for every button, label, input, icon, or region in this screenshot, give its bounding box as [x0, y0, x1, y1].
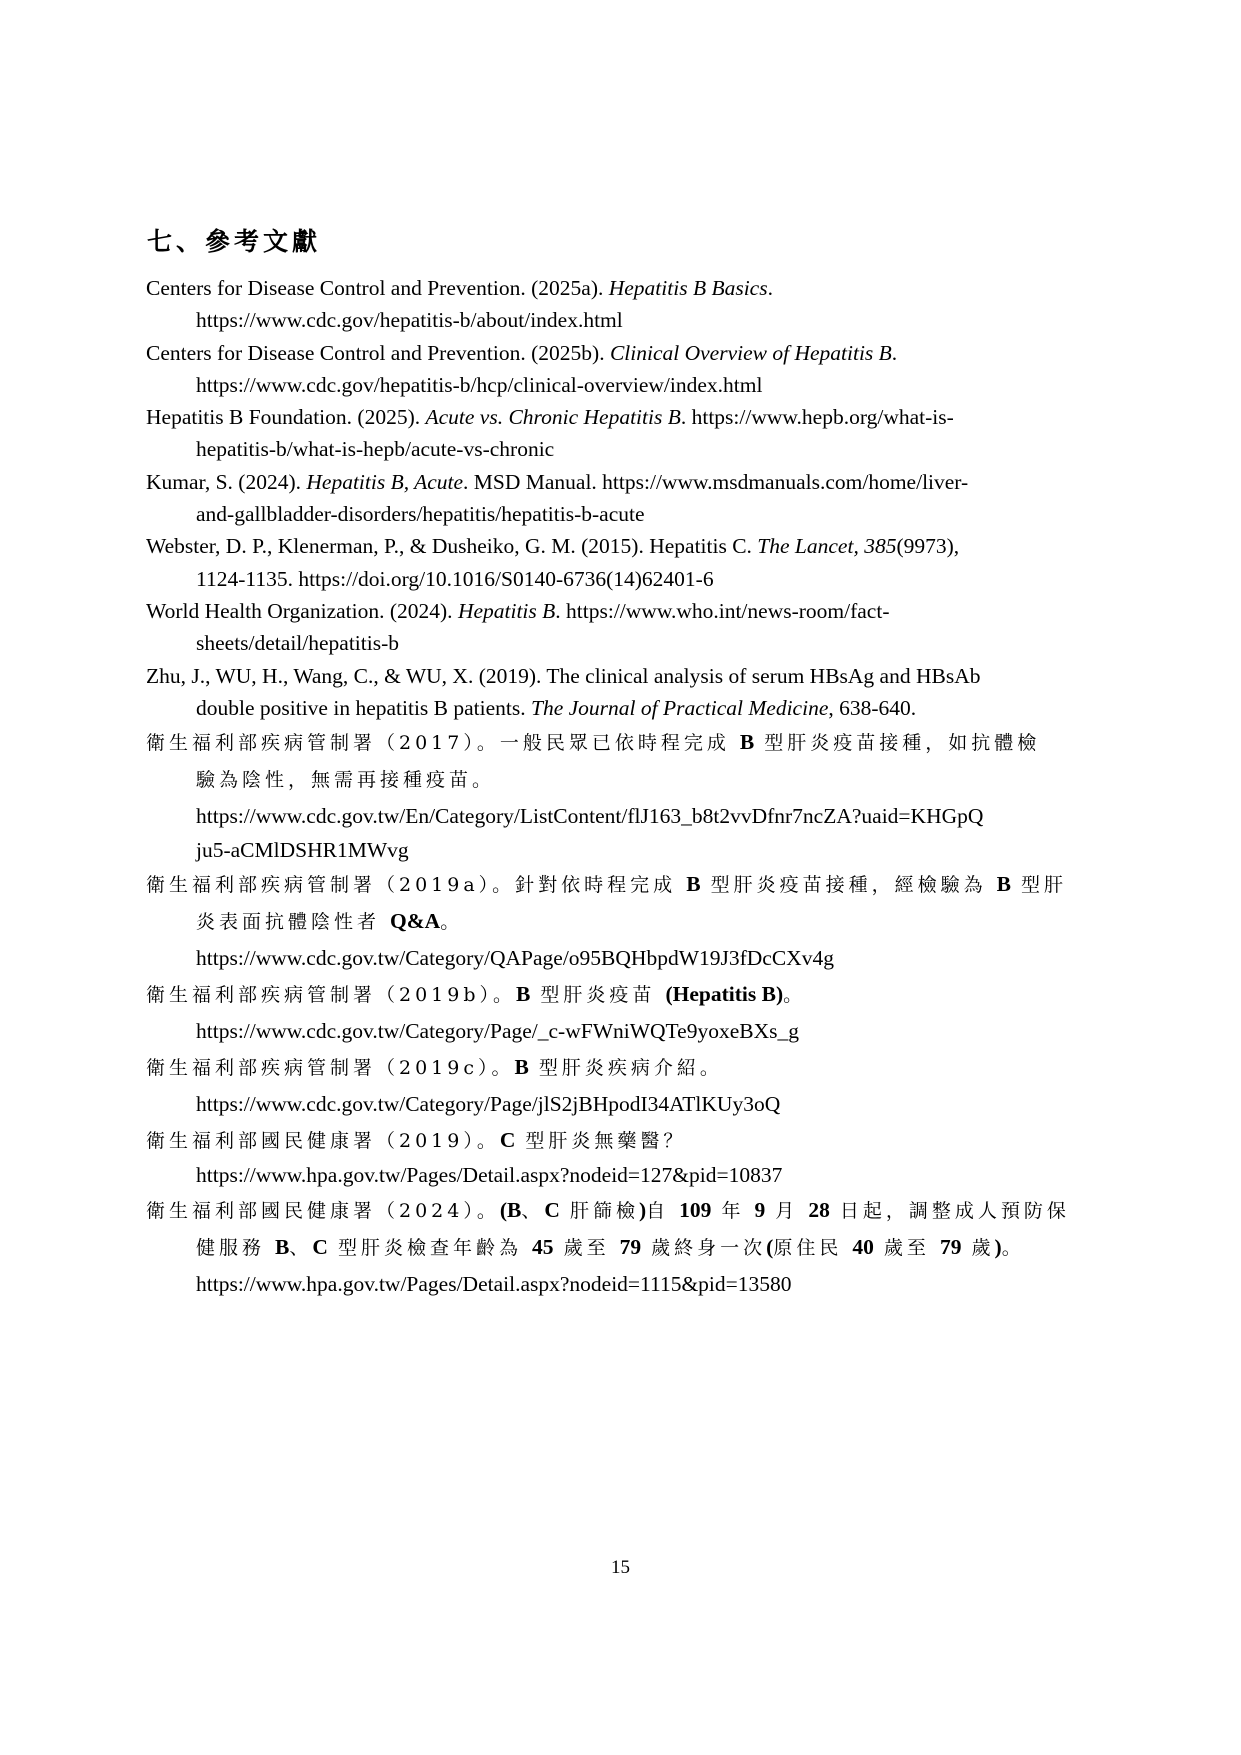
ref-text: 型肝炎無藥醫？ [515, 1130, 687, 1153]
ref-url[interactable]: 1124-1135. https://doi.org/10.1016/S0140-6736(14)62401-6 [196, 566, 714, 591]
ref-text: 40 [852, 1234, 874, 1259]
ref-text: 衛生福利部疾病管制署（2017）。一般民眾已依時程完成 [146, 732, 740, 755]
ref-text: double positive in hepatitis B patients. [196, 695, 532, 720]
ref-text: Centers for Disease Control and Prevention. (2025b). [146, 340, 610, 365]
ref-text: 衛生福利部疾病管制署（2019b）。 [146, 984, 517, 1007]
ref-text: 79 [619, 1234, 642, 1259]
ref-text: C [312, 1234, 328, 1259]
ref-text: (B [499, 1197, 522, 1222]
ref-text: ) [994, 1234, 1002, 1259]
ref-text: 28 [808, 1197, 830, 1222]
ref-text: 歲至 [553, 1236, 620, 1259]
ref-text: Centers for Disease Control and Prevention. (2025a). [146, 276, 609, 300]
ref-text: (9973), [896, 534, 960, 559]
ref-text: 、 [289, 1236, 313, 1259]
ref-text: B [739, 730, 755, 755]
ref-text: 月 [765, 1199, 809, 1222]
ref-title: Clinical Overview of Hepatitis B [609, 340, 892, 365]
reference-item [146, 337, 1106, 402]
ref-text: . [891, 340, 898, 365]
ref-url[interactable]: https://www.cdc.gov.tw/Category/QAPage/o95BQHbpdW19J3fDcCXv4g [196, 946, 834, 971]
ref-text: (Hepatitis B) [665, 982, 784, 1007]
ref-url[interactable]: . https://www.who.int/news-room/fact- [555, 598, 890, 623]
ref-url[interactable]: sheets/detail/hepatitis-b [196, 631, 400, 656]
ref-text: 歲至 [873, 1236, 940, 1259]
ref-url[interactable]: and-gallbladder-disorders/hepatitis/hepatitis-b-acute [196, 502, 645, 527]
ref-text: 型肝炎疫苗接種，如抗體檢 [754, 732, 1041, 755]
ref-title: The Lancet, 385 [757, 534, 897, 559]
ref-text: 109 [679, 1197, 712, 1222]
ref-text: 9 [754, 1197, 766, 1222]
ref-text: 型肝炎疾病介紹。 [528, 1057, 723, 1080]
reference-item [146, 1122, 1106, 1191]
ref-text: ) [638, 1197, 647, 1222]
ref-text: , 638-640. [828, 695, 917, 720]
ref-text: 歲 [961, 1236, 995, 1259]
ref-url[interactable]: https://www.cdc.gov.tw/Category/Page/_c-wFWniWQTe9yoxeBXs_g [196, 1019, 799, 1044]
ref-text: ( [766, 1234, 774, 1259]
reference-item [146, 976, 1106, 1049]
ref-text: 自 [646, 1199, 680, 1222]
ref-text: Hepatitis B Foundation. (2025). [146, 405, 426, 430]
reference-list [146, 272, 1106, 1302]
ref-url[interactable]: . https://www.hepb.org/what-is- [680, 405, 954, 430]
ref-url[interactable]: https://www.cdc.gov.tw/En/Category/ListContent/flJ163_b8t2vvDfnr7ncZA?uaid=KHGpQ [196, 804, 984, 829]
ref-text: 衛生福利部疾病管制署（2019c）。 [146, 1057, 515, 1080]
ref-text: 、 [521, 1199, 545, 1222]
ref-text: C [544, 1197, 560, 1222]
ref-text: 健服務 [196, 1236, 276, 1259]
ref-url[interactable]: hepatitis-b/what-is-hepb/acute-vs-chronic [196, 437, 555, 462]
reference-item [146, 401, 1106, 466]
ref-url[interactable]: https://www.hpa.gov.tw/Pages/Detail.aspx?nodeid=1115&pid=13580 [196, 1271, 792, 1296]
ref-text: C [499, 1128, 516, 1153]
reference-item [146, 272, 1106, 337]
ref-text: 原住民 [773, 1236, 853, 1259]
ref-text: 型肝炎檢查年齡為 [327, 1236, 533, 1259]
ref-url[interactable]: https://www.cdc.gov.tw/Category/Page/jlS2jBHpodI34ATlKUy3oQ [196, 1092, 781, 1117]
reference-item [146, 724, 1106, 866]
ref-text: B [514, 1055, 529, 1080]
ref-text: 。 [783, 984, 807, 1007]
ref-text: Zhu, J., WU, H., Wang, C., & WU, X. (2019). The clinical analysis of serum HBsAg and HBsAb [146, 663, 981, 688]
ref-text: 年 [711, 1199, 755, 1222]
ref-text: Kumar, S. (2024). [146, 469, 307, 494]
ref-url[interactable]: https://www.cdc.gov/hepatitis-b/hcp/clinical-overview/index.html [196, 372, 763, 397]
ref-url[interactable]: https://www.hpa.gov.tw/Pages/Detail.aspx?nodeid=127&pid=10837 [196, 1163, 783, 1188]
ref-text: 驗為陰性，無需再接種疫苗。 [196, 769, 496, 792]
ref-title: Hepatitis B Basics [608, 276, 768, 300]
ref-url[interactable]: ju5-aCMlDSHR1MWvg [196, 838, 409, 863]
ref-text: 炎表面抗體陰性者 [196, 911, 391, 934]
ref-text: 79 [939, 1234, 962, 1259]
reference-item [146, 866, 1106, 976]
ref-text: 型肝炎疫苗 [530, 984, 666, 1007]
ref-url[interactable]: . MSD Manual. https://www.msdmanuals.com/home/liver- [463, 469, 969, 494]
ref-url[interactable]: https://www.cdc.gov/hepatitis-b/about/index.html [196, 308, 623, 333]
ref-text: 型肝 [1011, 874, 1068, 897]
ref-text: B [996, 872, 1012, 897]
ref-text: 。 [440, 911, 464, 934]
ref-title: Hepatitis B, Acute [306, 469, 464, 494]
reference-item [146, 660, 1106, 725]
ref-text: 45 [532, 1234, 554, 1259]
ref-title: Hepatitis B [457, 598, 556, 623]
ref-text: . [767, 276, 773, 300]
reference-item [146, 1192, 1106, 1302]
ref-title: The Journal of Practical Medicine [531, 695, 829, 720]
ref-text: 肝篩檢 [559, 1199, 639, 1222]
ref-text: 型肝炎疫苗接種，經檢驗為 [700, 874, 997, 897]
reference-item [146, 530, 1106, 595]
ref-text: 日起，調整成人預防保 [829, 1199, 1070, 1222]
reference-item [146, 1049, 1106, 1122]
ref-text: 衛生福利部國民健康署（2024）。 [146, 1199, 500, 1222]
ref-text: 衛生福利部國民健康署（2019）。 [146, 1130, 500, 1153]
ref-text: World Health Organization. (2024). [146, 598, 458, 623]
section-heading: 七、參考文獻 [147, 227, 322, 256]
ref-title: Acute vs. Chronic Hepatitis B [425, 405, 681, 430]
ref-text: Webster, D. P., Klenerman, P., & Dusheiko, G. M. (2015). Hepatitis C. [146, 534, 758, 559]
reference-item [146, 466, 1106, 531]
ref-text: B [686, 872, 701, 897]
page-number: 15 [611, 1557, 630, 1578]
ref-text: 歲終身一次 [641, 1236, 767, 1259]
reference-item [146, 595, 1106, 660]
ref-text: B [516, 982, 531, 1007]
ref-text: Q&A [390, 909, 441, 934]
ref-text: 衛生福利部疾病管制署（2019a）。針對依時程完成 [146, 874, 687, 897]
ref-text: B [275, 1234, 290, 1259]
ref-text: 。 [1001, 1236, 1025, 1259]
